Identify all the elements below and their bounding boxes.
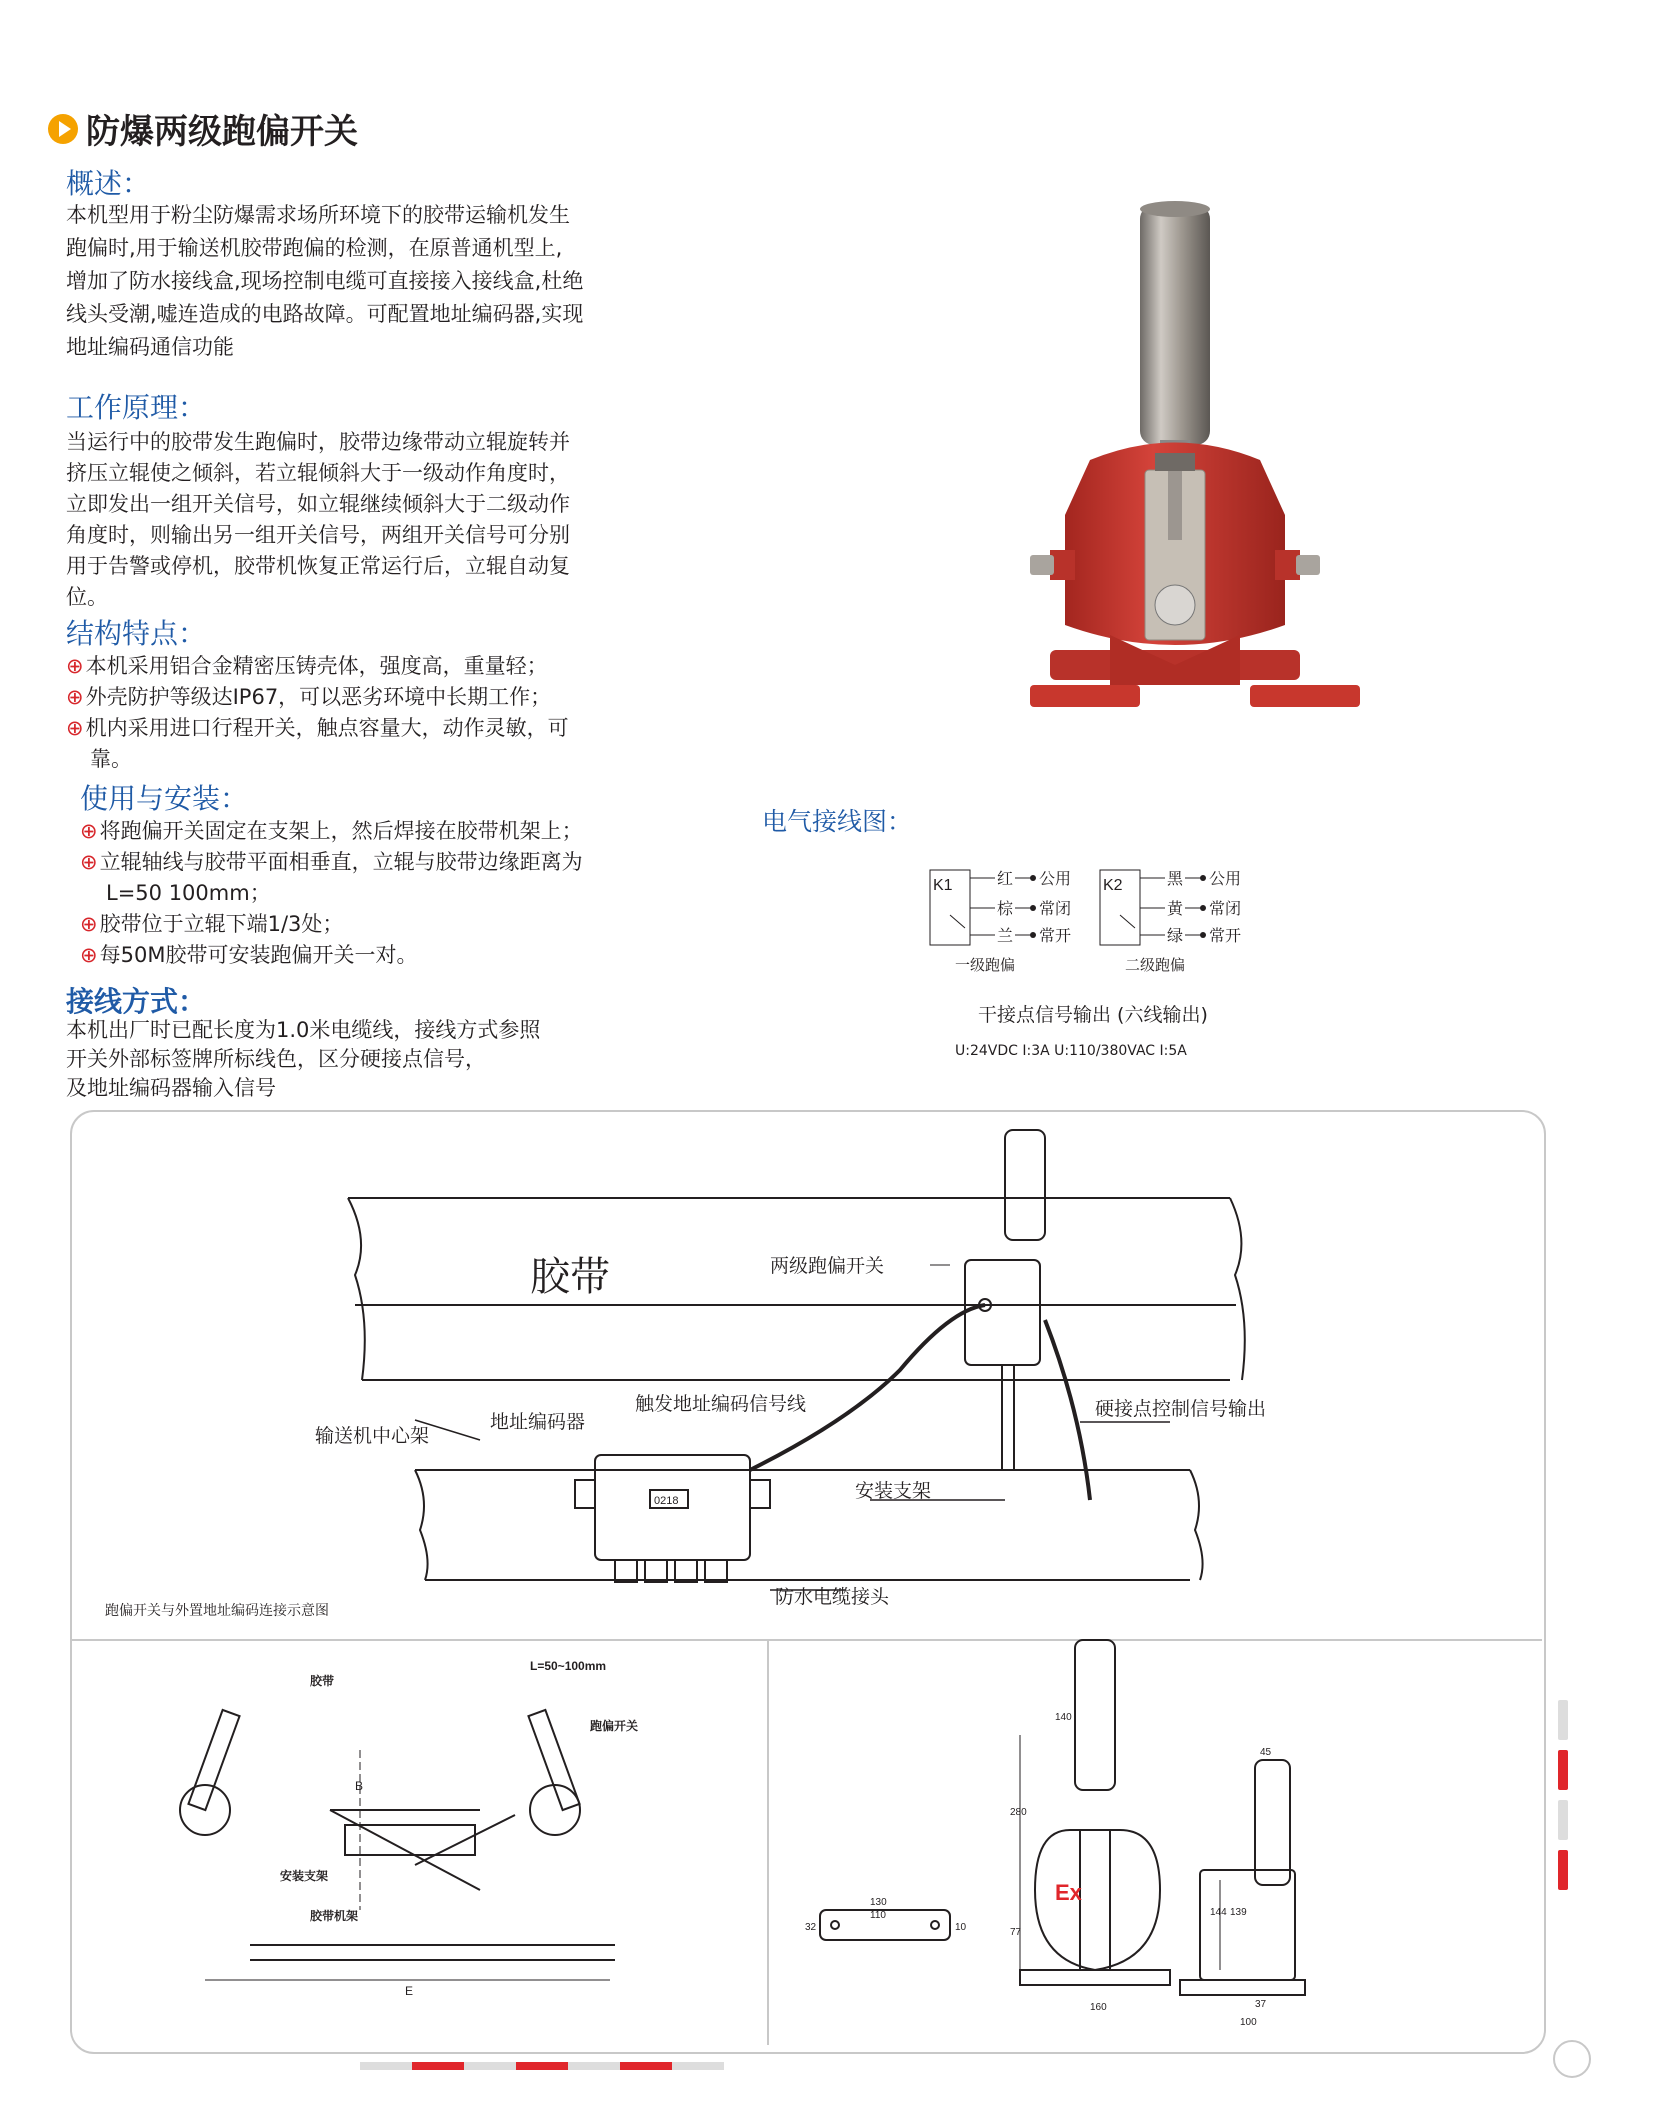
principle-line: 当运行中的胶带发生跑偏时，胶带边缘带动立辊旋转并 — [66, 430, 570, 454]
dist-label: L=50~100mm — [530, 1659, 607, 1673]
list-item-cont: L=50 100mm； — [106, 881, 271, 905]
frame-label-2: 胶带机架 — [310, 1909, 359, 1923]
electrical-heading: 电气接线图： — [762, 807, 913, 836]
dim-label: 110 — [870, 1910, 886, 1921]
dim-label: 130 — [870, 1897, 887, 1908]
page-title — [48, 104, 358, 153]
page-circle-icon — [1553, 2040, 1591, 2078]
k2-wire: 黄 — [1167, 901, 1184, 918]
overview-line: 地址编码通信功能 — [66, 335, 234, 359]
wiring-line: 本机出厂时已配长度为1.0米电缆线，接线方式参照 — [66, 1018, 541, 1042]
bottom-tab — [568, 2062, 620, 2070]
k2-wire: 绿 — [1167, 928, 1184, 945]
circle-plus-icon: ⊕ — [80, 943, 98, 967]
side-tab — [1558, 1850, 1568, 1890]
title-text: 防爆两级跑偏开关 — [86, 112, 358, 152]
bottom-tab — [412, 2062, 464, 2070]
side-tab — [1558, 1800, 1568, 1840]
side-tab — [1558, 1750, 1568, 1790]
e-label: E — [405, 1984, 414, 1998]
dim-label: 144 — [1210, 1907, 1227, 1918]
bottom-tab — [620, 2062, 672, 2070]
wiring-line: 及地址编码器输入信号 — [66, 1076, 276, 1100]
k1-wire: 兰 — [997, 928, 1014, 945]
k1-term: 常开 — [1039, 928, 1072, 945]
ex-mark: Ex — [1055, 1880, 1082, 1905]
wiring-text — [66, 1016, 540, 1103]
k1-label: K1 — [933, 877, 953, 894]
dim-label: 140 — [1055, 1712, 1072, 1723]
features-list — [66, 651, 569, 775]
k2-term: 常开 — [1209, 928, 1242, 945]
overview-line: 本机型用于粉尘防爆需求场所环境下的胶带运输机发生 — [66, 203, 570, 227]
circle-plus-icon: ⊕ — [80, 850, 98, 874]
bracket-label-2: 安装支架 — [280, 1869, 329, 1883]
overview-heading: 概述： — [66, 167, 151, 200]
dim-label: 100 — [1240, 2017, 1257, 2028]
frame-label: 输送机中心架 — [315, 1426, 430, 1447]
k2-label: K2 — [1103, 877, 1123, 894]
principle-line: 位。 — [66, 585, 108, 609]
wiring-heading: 接线方式： — [66, 985, 207, 1018]
circle-plus-icon: ⊕ — [66, 716, 84, 740]
list-item: ⊕外壳防护等级达IP67，可以恶劣环境中长期工作； — [66, 685, 552, 709]
wiring-diagram — [925, 860, 1265, 980]
list-item: ⊕机内采用进口行程开关，触点容量大，动作灵敏，可 — [66, 716, 569, 740]
k1-term: 常闭 — [1039, 901, 1072, 918]
bracket-label: 安装支架 — [855, 1481, 932, 1502]
circle-plus-icon: ⊕ — [66, 654, 84, 678]
dim-label: 32 — [805, 1922, 817, 1933]
dim-label: 45 — [1260, 1747, 1272, 1758]
principle-line: 角度时，则输出另一组开关信号，两组开关信号可分别 — [66, 523, 570, 547]
k1-wire: 棕 — [997, 901, 1014, 918]
bottom-tab — [360, 2062, 412, 2070]
side-tab — [1558, 1700, 1568, 1740]
wiring-line: 开关外部标签牌所标线色，区分硬接点信号， — [66, 1047, 486, 1071]
rating-label: U:24VDC I:3A U:110/380VAC I:5A — [955, 1043, 1187, 1059]
switch-label-2: 跑偏开关 — [590, 1719, 639, 1733]
k2-term: 公用 — [1209, 871, 1242, 888]
belt-label: 胶带 — [530, 1255, 610, 1299]
overview-line: 线头受潮,嘘连造成的电路故障。可配置地址编码器,实现 — [66, 302, 584, 326]
k2-caption: 二级跑偏 — [1125, 957, 1186, 974]
play-circle-icon — [48, 114, 78, 144]
k1-caption: 一级跑偏 — [955, 957, 1016, 974]
circle-plus-icon: ⊕ — [80, 912, 98, 936]
list-item: ⊕每50M胶带可安装跑偏开关一对。 — [80, 943, 418, 967]
dim-label: 37 — [1255, 1999, 1267, 2010]
encoder-label: 地址编码器 — [490, 1412, 586, 1433]
circle-plus-icon: ⊕ — [66, 685, 84, 709]
belt-label-2: 胶带 — [310, 1674, 335, 1688]
bottom-tab — [516, 2062, 568, 2070]
gland-label: 防水电缆接头 — [775, 1587, 890, 1608]
installation-heading: 使用与安装： — [80, 782, 249, 815]
dim-label: 77 — [1010, 1927, 1022, 1938]
list-item: ⊕本机采用铝合金精密压铸壳体，强度高，重量轻； — [66, 654, 548, 678]
principle-line: 挤压立辊使之倾斜，若立辊倾斜大于一级动作角度时， — [66, 461, 570, 485]
k2-term: 常闭 — [1209, 901, 1242, 918]
trigger-label: 触发地址编码信号线 — [635, 1394, 807, 1415]
output-label: 干接点信号输出 (六线输出) — [978, 1004, 1208, 1026]
bottom-tab — [464, 2062, 516, 2070]
k2-wire: 黑 — [1167, 871, 1184, 888]
bottom-tab — [672, 2062, 724, 2070]
principle-line: 立即发出一组开关信号，如立辊继续倾斜大于二级动作 — [66, 492, 570, 516]
dim-label: 280 — [1010, 1807, 1027, 1818]
product-photo — [1030, 195, 1360, 715]
diagram-drawings — [70, 1110, 1550, 2055]
switch-label: 两级跑偏开关 — [770, 1256, 885, 1277]
principle-line: 用于告警或停机，胶带机恢复正常运行后，立辊自动复 — [66, 554, 570, 578]
overview-line: 跑偏时,用于输送机胶带跑偏的检测，在原普通机型上, — [66, 236, 563, 260]
list-item: ⊕将跑偏开关固定在支架上，然后焊接在胶带机架上； — [80, 819, 583, 843]
list-item-cont: 靠。 — [90, 747, 132, 771]
b-label: B — [355, 1779, 364, 1793]
principle-text — [66, 427, 570, 613]
overview-text — [66, 199, 583, 364]
k1-wire: 红 — [997, 871, 1014, 888]
overview-line: 增加了防水接线盒,现场控制电缆可直接接入接线盒,杜绝 — [66, 269, 584, 293]
list-item: ⊕立辊轴线与胶带平面相垂直，立辊与胶带边缘距离为 — [80, 850, 583, 874]
diagram1-caption: 跑偏开关与外置地址编码连接示意图 — [105, 1602, 329, 1618]
installation-list — [80, 816, 583, 971]
circle-plus-icon: ⊕ — [80, 819, 98, 843]
encoder-display: 0218 — [654, 1495, 679, 1507]
list-item: ⊕胶带位于立辊下端1/3处； — [80, 912, 344, 936]
hard-output-label: 硬接点控制信号输出 — [1095, 1399, 1267, 1420]
dim-label: 160 — [1090, 2002, 1107, 2013]
dim-label: 10 — [955, 1922, 967, 1933]
features-heading: 结构特点： — [66, 617, 207, 650]
k1-term: 公用 — [1039, 871, 1072, 888]
principle-heading: 工作原理： — [66, 391, 207, 424]
dim-label: 139 — [1230, 1907, 1247, 1918]
